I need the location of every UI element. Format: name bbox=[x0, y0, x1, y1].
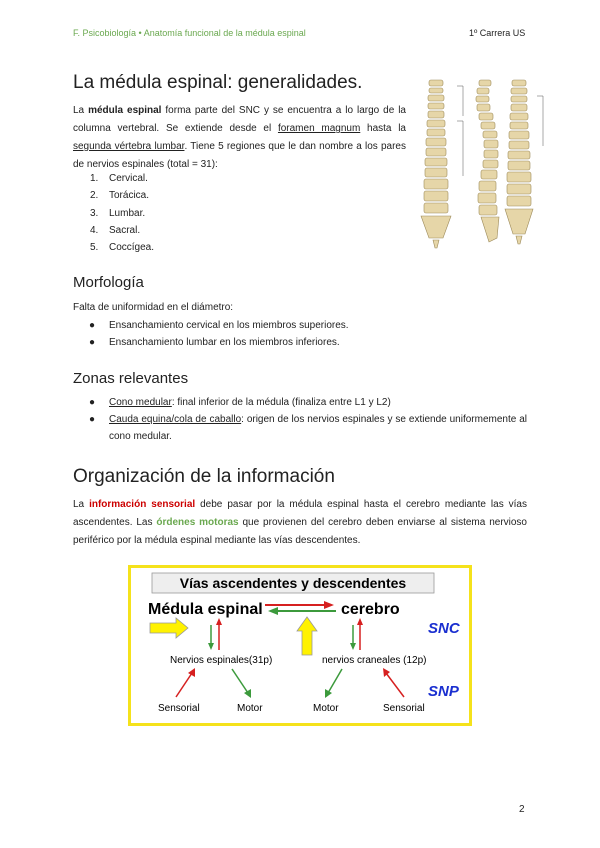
section-title-organizacion: Organización de la información bbox=[73, 466, 335, 487]
list-item: ● Ensanchamiento lumbar en los miembros inferiores. bbox=[89, 337, 340, 348]
vias-diagram bbox=[128, 565, 472, 726]
list-item: ● Cono medular: final inferior de la médula (finaliza entre L1 y L2) bbox=[89, 397, 391, 408]
vertebral-column-illustration bbox=[411, 76, 555, 252]
sensorial-right-label: Sensorial bbox=[383, 703, 425, 714]
list-item: ● Cauda equina/cola de caballo: origen de los nervios espinales y se extiende uniformemente al cono medular. bbox=[89, 414, 527, 442]
snp-label: SNP bbox=[428, 683, 459, 700]
snc-label: SNC bbox=[428, 620, 460, 637]
segunda-vertebra-link: segunda vértebra lumbar bbox=[73, 141, 185, 152]
header-left: F. Psicobiología • Anatomía funcional de la médula espinal bbox=[73, 28, 306, 38]
spine-back-view bbox=[505, 80, 533, 244]
cauda-equina-term: Cauda equina/cola de caballo bbox=[109, 414, 242, 425]
section-title-generalidades: La médula espinal: generalidades. bbox=[73, 72, 363, 93]
morfologia-lead: Falta de uniformidad en el diámetro: bbox=[73, 302, 234, 313]
medula-espinal-label: Médula espinal bbox=[148, 601, 263, 618]
spine-side-view bbox=[476, 80, 499, 242]
intro-paragraph: La médula espinal forma parte del SNC y se encuentra a lo largo de la columna vertebral. Se extiende desde el foramen magnum hasta la segunda vértebra lumbar. Tiene 5 regiones que le dan nombre a los pares de nervios espinales (total = 31): bbox=[73, 105, 406, 170]
foramen-magnum-link: foramen magnum bbox=[277, 123, 361, 134]
zonas-list bbox=[73, 394, 527, 445]
header-right: 1º Carrera US bbox=[469, 28, 526, 38]
list-item: 2. Torácica. bbox=[90, 190, 150, 202]
page-number: 2 bbox=[519, 804, 525, 815]
sensorial-left-label: Sensorial bbox=[158, 703, 200, 714]
motor-left-label: Motor bbox=[237, 703, 263, 714]
list-item: 3. Lumbar. bbox=[90, 207, 146, 219]
spine-front-view bbox=[421, 80, 451, 248]
ordenes-motoras-highlight: órdenes motoras bbox=[156, 517, 239, 528]
list-item: ● Ensanchamiento cervical en los miembros superiores. bbox=[89, 320, 349, 331]
list-item: 5. Coccígea. bbox=[90, 242, 155, 254]
organizacion-paragraph: La información sensorial debe pasar por la médula espinal hasta el cerebro mediante las vías ascendentes. Las órdenes motoras que provienen del cerebro deben enviarse al sistema nervioso periférico por la médula espinal mediante las vías descendentes. bbox=[73, 499, 527, 546]
cerebro-label: cerebro bbox=[341, 601, 400, 618]
section-title-morfologia: Morfología bbox=[73, 274, 144, 291]
list-item: 4. Sacral. bbox=[90, 224, 141, 236]
section-title-zonas: Zonas relevantes bbox=[73, 370, 189, 387]
cono-medular-term: Cono medular bbox=[109, 397, 172, 408]
morfologia-list bbox=[73, 317, 527, 351]
diagram-title: Vías ascendentes y descendentes bbox=[179, 575, 407, 591]
motor-right-label: Motor bbox=[313, 703, 339, 714]
nervios-craneales-label: nervios craneales (12p) bbox=[322, 655, 427, 666]
list-item: 1. Cervical. bbox=[90, 173, 148, 184]
regions-list bbox=[90, 170, 154, 256]
informacion-sensorial-highlight: información sensorial bbox=[89, 499, 196, 510]
nervios-espinales-label: Nervios espinales(31p) bbox=[170, 655, 273, 666]
